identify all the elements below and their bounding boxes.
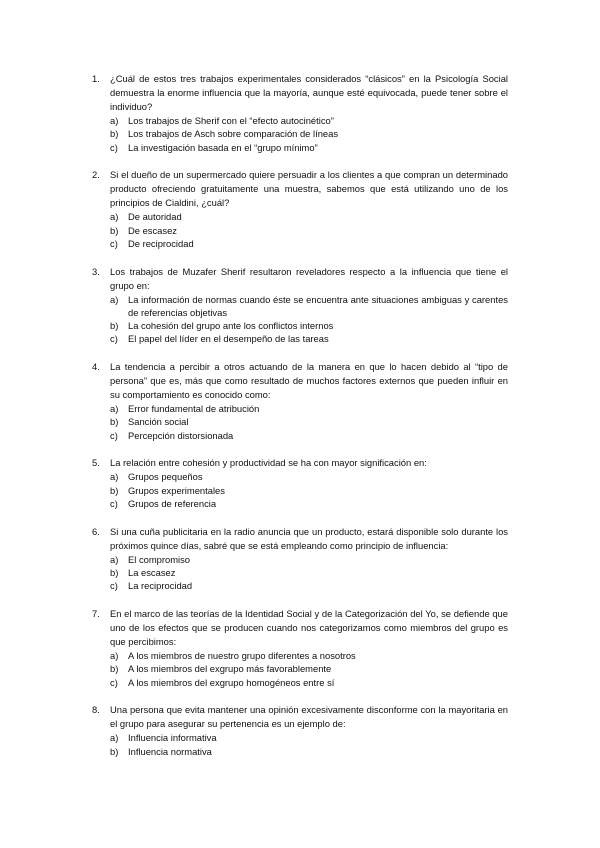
question-number: 1. bbox=[92, 73, 100, 84]
option-letter: b) bbox=[110, 567, 119, 578]
question-text: En el marco de las teorías de la Identidad Social y de la Categorización del Yo, se defiende que uno de los efectos que se producen cuando nos categorizamos como miembros del grupo es que percibimos: bbox=[110, 607, 508, 647]
options-list bbox=[110, 210, 508, 250]
option-text: Percepción distorsionada bbox=[128, 429, 234, 441]
options-list bbox=[110, 293, 508, 346]
option-a bbox=[110, 731, 508, 744]
option-b bbox=[110, 484, 508, 497]
question-2 bbox=[92, 168, 508, 250]
option-a bbox=[110, 210, 508, 223]
option-text: El papel del líder en el desempeño de las tareas bbox=[128, 333, 329, 345]
option-text: La reciprocidad bbox=[128, 580, 193, 592]
question-6 bbox=[92, 525, 508, 593]
option-letter: a) bbox=[110, 553, 119, 565]
option-a bbox=[110, 293, 508, 320]
option-text: Grupos experimentales bbox=[128, 484, 225, 496]
option-letter: a) bbox=[110, 211, 119, 223]
option-c bbox=[110, 429, 508, 442]
options-list bbox=[110, 731, 508, 758]
option-text: La cohesión del grupo ante los conflictos internos bbox=[128, 320, 334, 332]
option-b bbox=[110, 566, 508, 579]
option-text: A los miembros de nuestro grupo diferentes a nosotros bbox=[128, 649, 356, 661]
option-letter: c) bbox=[110, 580, 118, 592]
question-text: Los trabajos de Muzafer Sherif resultaron reveladores respecto a la influencia que tiene el grupo en: bbox=[110, 265, 508, 291]
option-c bbox=[110, 141, 508, 154]
option-letter: a) bbox=[110, 403, 119, 415]
option-a bbox=[110, 402, 508, 415]
option-letter: c) bbox=[110, 237, 118, 249]
question-8 bbox=[92, 703, 508, 758]
option-b bbox=[110, 319, 508, 332]
option-a bbox=[110, 470, 508, 483]
option-letter: a) bbox=[110, 293, 119, 305]
option-text: De autoridad bbox=[128, 211, 182, 223]
option-text: El compromiso bbox=[128, 553, 190, 565]
question-number: 4. bbox=[92, 361, 100, 373]
option-c bbox=[110, 579, 508, 592]
option-letter: b) bbox=[110, 320, 119, 332]
option-text: A los miembros del exgrupo homogéneos entre sí bbox=[128, 676, 335, 688]
question-text: Una persona que evita mantener una opinión excesivamente disconforme con la mayoritaria en el grupo para asegurar su pertenencia es un ejemplo de: bbox=[110, 704, 508, 730]
option-letter: a) bbox=[110, 649, 119, 661]
question-number: 3. bbox=[92, 265, 100, 277]
question-text: La relación entre cohesión y productividad se ha con mayor significación en: bbox=[110, 457, 427, 469]
option-letter: b) bbox=[110, 224, 119, 236]
question-4 bbox=[92, 360, 508, 442]
option-text: A los miembros del exgrupo más favorablemente bbox=[128, 663, 332, 675]
options-list bbox=[110, 402, 508, 442]
option-text: Influencia normativa bbox=[128, 745, 212, 757]
option-letter: a) bbox=[110, 115, 119, 126]
option-letter: c) bbox=[110, 141, 118, 153]
option-text: Sanción social bbox=[128, 416, 189, 428]
option-letter: c) bbox=[110, 676, 118, 688]
option-text: Grupos pequeños bbox=[128, 471, 203, 483]
question-text: Si una cuña publicitaria en la radio anuncia que un producto, estará disponible solo durante los próximos quince días, sabré que se está empleando como principio de influencia: bbox=[110, 525, 508, 551]
option-letter: b) bbox=[110, 745, 119, 757]
option-c bbox=[110, 332, 508, 345]
option-a bbox=[110, 114, 508, 127]
options-list bbox=[110, 470, 508, 510]
question-7 bbox=[92, 607, 508, 689]
question-3 bbox=[92, 265, 508, 346]
option-text: Grupos de referencia bbox=[128, 498, 217, 510]
option-c bbox=[110, 497, 508, 510]
option-a bbox=[110, 553, 508, 566]
option-text: De reciprocidad bbox=[128, 237, 194, 249]
option-text: De escasez bbox=[128, 224, 177, 236]
option-letter: b) bbox=[110, 128, 119, 140]
option-text: Error fundamental de atribución bbox=[128, 403, 260, 415]
question-text: La tendencia a percibir a otros actuando de la manera en que lo hacen debido al “tipo de persona” que es, más que como resultado de muchos factores externos que pueden influir en su comportamiento es conocido como: bbox=[110, 361, 508, 401]
question-number: 8. bbox=[92, 704, 100, 716]
question-number: 7. bbox=[92, 607, 100, 619]
option-b bbox=[110, 224, 508, 237]
option-b bbox=[110, 662, 508, 675]
question-number: 5. bbox=[92, 457, 100, 469]
option-text: La información de normas cuando éste se encuentra ante situaciones ambiguas y carentes de referencias objetivas bbox=[128, 293, 508, 318]
question-text: ¿Cuál de estos tres trabajos experimentales considerados “clásicos” en la Psicología Social demuestra la enorme influencia que la mayoría, aunque esté equivocada, puede tener sobre el individuo? bbox=[110, 73, 508, 112]
question-number: 2. bbox=[92, 169, 100, 181]
options-list bbox=[110, 553, 508, 593]
options-list bbox=[110, 114, 508, 154]
option-text: La investigación basada en el “grupo mínimo” bbox=[128, 141, 318, 153]
option-text: Los trabajos de Sherif con el “efecto autocinético” bbox=[128, 115, 334, 126]
option-text: Influencia informativa bbox=[128, 732, 217, 744]
option-letter: a) bbox=[110, 732, 119, 744]
option-letter: b) bbox=[110, 416, 119, 428]
option-letter: c) bbox=[110, 429, 118, 441]
option-letter: a) bbox=[110, 471, 119, 483]
option-letter: b) bbox=[110, 484, 119, 496]
option-text: Los trabajos de Asch sobre comparación de líneas bbox=[128, 128, 339, 140]
option-c bbox=[110, 237, 508, 250]
question-number: 6. bbox=[92, 525, 100, 537]
option-a bbox=[110, 649, 508, 662]
option-b bbox=[110, 415, 508, 428]
question-1 bbox=[92, 72, 508, 154]
option-text: La escasez bbox=[128, 567, 176, 578]
options-list bbox=[110, 649, 508, 689]
option-b bbox=[110, 127, 508, 140]
option-c bbox=[110, 676, 508, 689]
option-letter: c) bbox=[110, 333, 118, 345]
question-text: Si el dueño de un supermercado quiere persuadir a los clientes a que compran un determinado producto ofreciendo gratuitamente una muestra, sabemos que está utilizando uno de los principios de Cialdini, ¿cuál? bbox=[110, 169, 508, 209]
option-letter: b) bbox=[110, 663, 119, 675]
option-letter: c) bbox=[110, 498, 118, 510]
option-b bbox=[110, 745, 508, 758]
question-5 bbox=[92, 456, 508, 510]
